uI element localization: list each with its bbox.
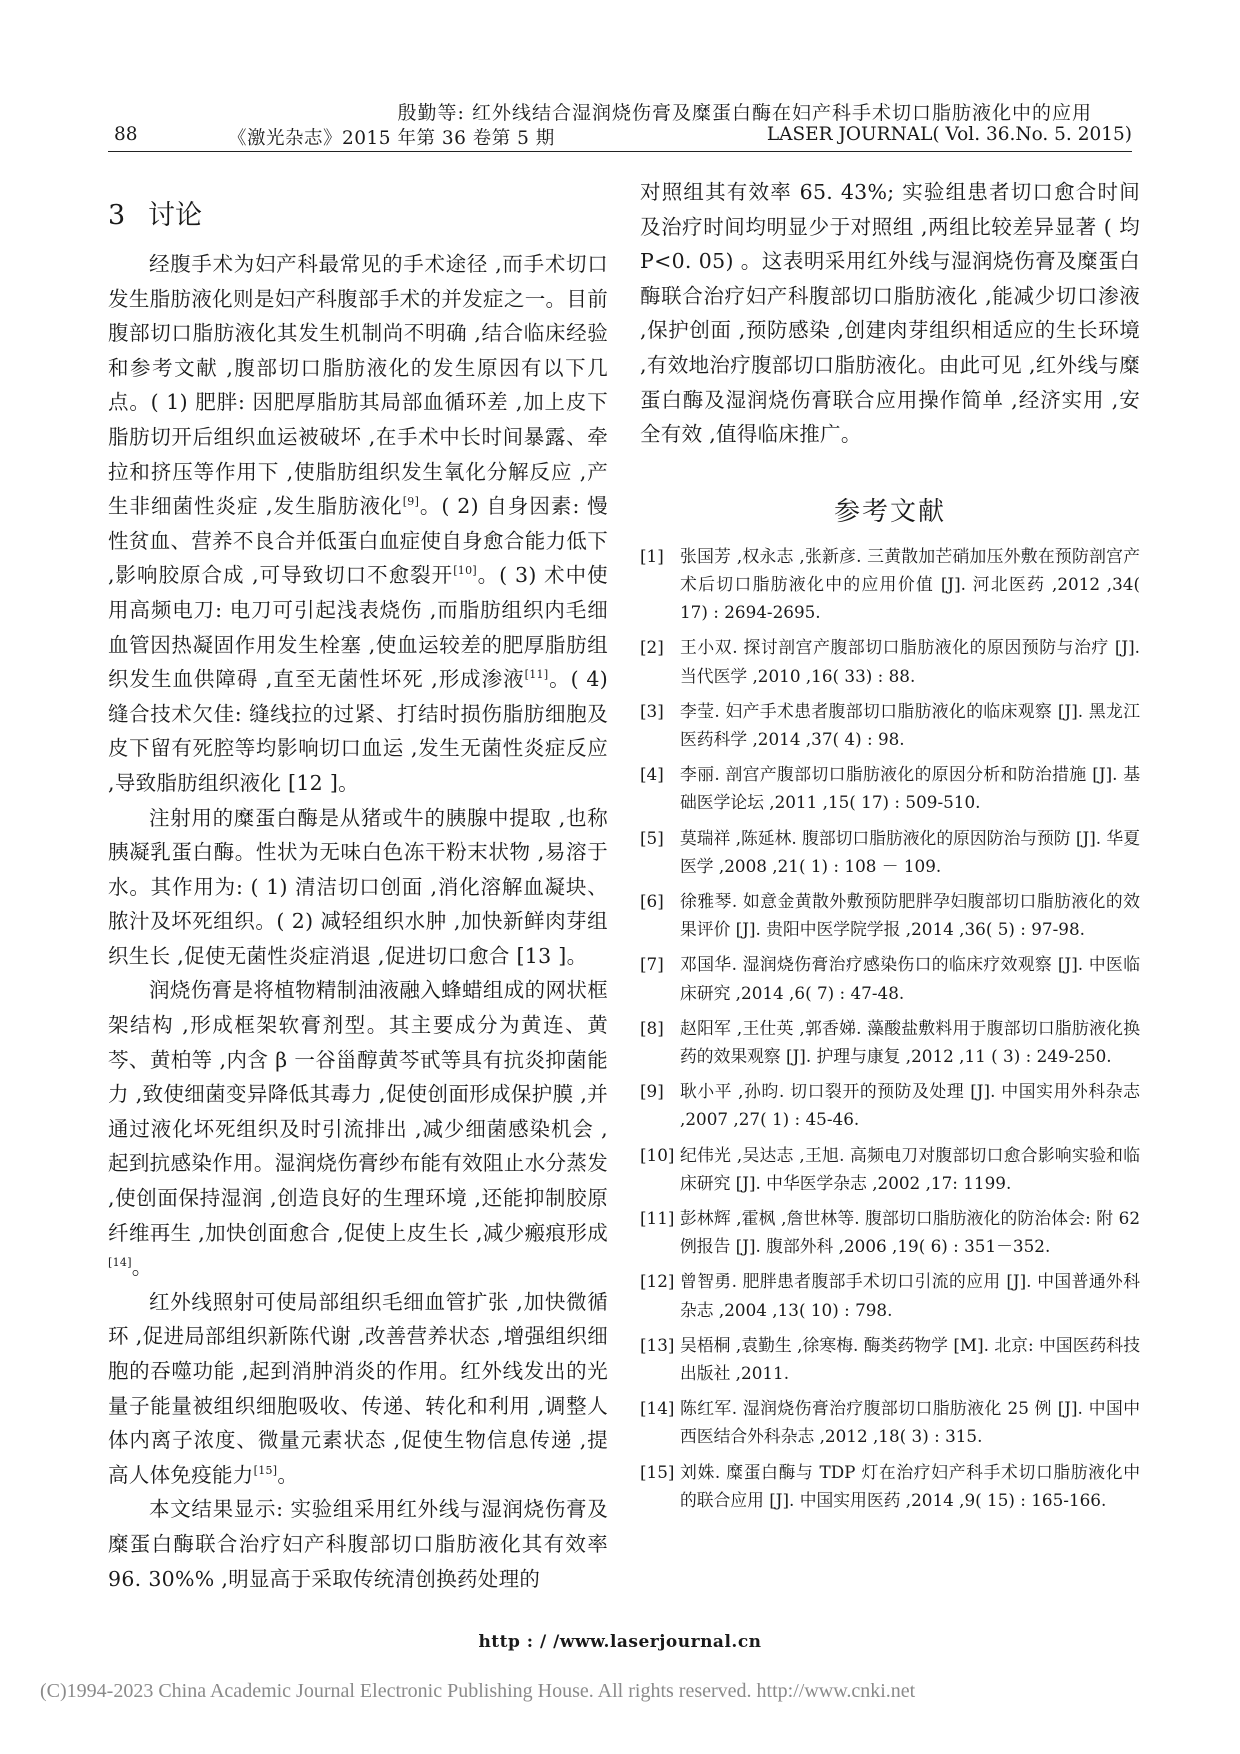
reference-item (640, 1331, 1140, 1387)
reference-number: [4] (640, 764, 664, 785)
reference-number: [5] (640, 827, 664, 848)
references-heading: 参考文献 (833, 496, 946, 527)
body-paragraph: 注射用的糜蛋白酶是从猪或牛的胰腺中提取 ,也称胰凝乳蛋白酶。性状为无味白色冻干粉末状物 ,易溶于水。其作用为: ( 1) 清洁切口创面 ,消化溶解血凝块、脓汁及坏死组织。( 2) 减轻组织水肿 ,加快新鲜肉芽组织生长 ,促使无菌性炎症消退 ,促进切口愈合 [13 ]。 (108, 805, 608, 968)
body-paragraph: 红外线照射可使局部组织毛细血管扩张 ,加快微循环 ,促进局部组织新陈代谢 ,改善营养状态 ,增强组织细胞的吞噬功能 ,起到消肿消炎的作用。红外线发出的光量子能量被组织细胞吸收、传递、转化和利用 ,调整人体内离子浓度、微量元素状态 ,促使生物信息传递 ,提高人体免疫能力[15]。 (108, 1289, 608, 1487)
journal-name: 《激光杂志》2015 年第 36 卷第 5 期 (228, 128, 555, 149)
reference-text: 赵阳军 ,王仕英 ,郭香娣. 藻酸盐敷料用于腹部切口脂肪液化换药的效果观察 [J]. 护理与康复 ,2012 ,11 ( 3) : 249-250. (680, 1017, 1140, 1066)
footer-url: http : / /www.laserjournal.cn (478, 1632, 762, 1652)
citation: [14] (108, 1256, 132, 1270)
journal-english: LASER JOURNAL( Vol. 36.No. 5. 2015) (766, 124, 1132, 145)
reference-text: 徐雅琴. 如意金黄散外敷预防肥胖孕妇腹部切口脂肪液化的效果评价 [J]. 贵阳中医学院学报 ,2014 ,36( 5) : 97-98. (680, 890, 1140, 940)
reference-item (640, 1141, 1140, 1197)
citation: [10] (453, 564, 477, 578)
reference-item (640, 1458, 1140, 1514)
body-paragraph: 润烧伤膏是将植物精制油液融入蜂蜡组成的网状框架结构 ,形成框架软膏剂型。其主要成分为黄连、黄芩、黄柏等 ,内含 β 一谷甾醇黄芩甙等具有抗炎抑菌能力 ,致使细菌变异降低其毒力 ,促使创面形成保护膜 ,并通过液化坏死组织及时引流排出 ,减少细菌感染机会 ,起到抗感染作用。湿润烧伤膏纱布能有效阻止水分蒸发 ,使创面保持湿润 ,创造良好的生理环境 ,还能抑制胶原纤维再生 ,加快创面愈合 ,促使上皮生长 ,减少瘢痕形成[14]。 (108, 978, 608, 1280)
reference-item (640, 1014, 1140, 1070)
reference-text: 邓国华. 湿润烧伤膏治疗感染伤口的临床疗效观察 [J]. 中医临床研究 ,2014 ,6( 7) : 47-48. (680, 954, 1140, 1003)
reference-list (640, 542, 1140, 1514)
citation: [11] (524, 668, 549, 682)
reference-text: 李丽. 剖宫产腹部切口脂肪液化的原因分析和防治措施 [J]. 基础医学论坛 ,2011 ,15( 17) : 509-510. (680, 764, 1140, 813)
reference-number: [14] (640, 1398, 675, 1419)
reference-text: 王小双. 探讨剖宫产腹部切口脂肪液化的原因预防与治疗 [J]. 当代医学 ,2010 ,16( 33) : 88. (680, 637, 1140, 686)
citation: [15] (253, 1463, 278, 1477)
reference-number: [9] (640, 1081, 664, 1102)
page-number: 88 (114, 124, 138, 145)
reference-number: [7] (640, 954, 664, 975)
reference-text: 陈红军. 湿润烧伤膏治疗腹部切口脂肪液化 25 例 [J]. 中国中西医结合外科杂志 ,2012 ,18( 3) : 315. (680, 1398, 1140, 1447)
section-title: 讨论 (148, 200, 202, 231)
reference-text: 彭林辉 ,霍枫 ,詹世林等. 腹部切口脂肪液化的防治体会: 附 62 例报告 [J]. 腹部外科 ,2006 ,19( 6) : 351－352. (680, 1208, 1140, 1257)
reference-text: 吴梧桐 ,袁勤生 ,徐寒梅. 酶类药物学 [M]. 北京: 中国医药科技出版社 ,2011. (680, 1334, 1140, 1384)
reference-item (640, 697, 1140, 753)
copyright-notice: (C)1994-2023 China Academic Journal Electronic Publishing House. All rights reserved. http://www.cnki.net (40, 1680, 916, 1702)
reference-number: [3] (640, 700, 664, 721)
reference-text: 耿小平 ,孙昀. 切口裂开的预防及处理 [J]. 中国实用外科杂志 ,2007 ,27( 1) : 45-46. (680, 1081, 1140, 1130)
reference-number: [10] (640, 1144, 675, 1165)
reference-number: [8] (640, 1017, 664, 1038)
body-paragraph: 经腹手术为妇产科最常见的手术途径 ,而手术切口发生脂肪液化则是妇产科腹部手术的并发症之一。目前腹部切口脂肪液化其发生机制尚不明确 ,结合临床经验和参考文献 ,腹部切口脂肪液化的发生原因有以下几点。( 1) 肥胖: 因肥厚脂肪其局部血循环差 ,加上皮下脂肪切开后组织血运被破坏 ,在手术中长时间暴露、牵拉和挤压等作用下 ,使脂肪组织发生氧化分解反应 ,产生非细菌性炎症 ,发生脂肪液化[9]。( 2) 自身因素: 慢性贫血、营养不良合并低蛋白血症使自身愈合能力低下 ,影响胶原合成 ,可导致切口不愈裂开[10]。( 3) 术中使用高频电刀: 电刀可引起浅表烧伤 ,而脂肪组织内毛细血管因热凝固作用发生栓塞 ,使血运较差的肥厚脂肪组织发生血供障碍 ,直至无菌性坏死 ,形成渗液[11]。( 4) 缝合技术欠佳: 缝线拉的过紧、打结时损伤脂肪细胞及皮下留有死腔等均影响切口血运 ,发生无菌性炎症反应 ,导致脂肪组织液化 [12 ]。 (108, 252, 608, 795)
citation: [9] (402, 495, 420, 509)
reference-item (640, 633, 1140, 689)
reference-text: 莫瑞祥 ,陈延林. 腹部切口脂肪液化的原因防治与预防 [J]. 华夏医学 ,2008 ,21( 1) : 108 － 109. (680, 827, 1140, 876)
body-paragraph: 对照组其有效率 65. 43%; 实验组患者切口愈合时间及治疗时间均明显少于对照组 ,两组比较差异显著 ( 均 P<0. 05) 。这表明采用红外线与湿润烧伤膏及糜蛋白酶联合治疗妇产科腹部切口脂肪液化 ,能减少切口渗液 ,保护创面 ,预防感染 ,创建肉芽组织相适应的生长环境 ,有效地治疗腹部切口脂肪液化。由此可见 ,红外线与糜蛋白酶及湿润烧伤膏联合应用操作简单 ,经济实用 ,安全有效 ,值得临床推广。 (640, 180, 1140, 447)
reference-item (640, 1204, 1140, 1260)
section-number: 3 (108, 200, 126, 231)
reference-item (640, 1267, 1140, 1323)
reference-text: 刘姝. 糜蛋白酶与 TDP 灯在治疗妇产科手术切口脂肪液化中的联合应用 [J]. 中国实用医药 ,2014 ,9( 15) : 165-166. (680, 1461, 1140, 1510)
reference-text: 李莹. 妇产手术患者腹部切口脂肪液化的临床观察 [J]. 黑龙江医药科学 ,2014 ,37( 4) : 98. (680, 700, 1140, 749)
reference-item (640, 950, 1140, 1006)
reference-number: [6] (640, 890, 664, 911)
header-rule (108, 151, 1132, 152)
reference-text: 张国芳 ,权永志 ,张新彦. 三黄散加芒硝加压外敷在预防剖宫产术后切口脂肪液化中的应用价值 [J]. 河北医药 ,2012 ,34( 17) : 2694-2695. (680, 545, 1140, 623)
running-header (108, 98, 1132, 150)
reference-item (640, 542, 1140, 627)
reference-item (640, 887, 1140, 943)
reference-number: [11] (640, 1208, 675, 1229)
reference-item (640, 1394, 1140, 1450)
reference-number: [12] (640, 1271, 675, 1292)
section-heading (108, 193, 608, 229)
reference-text: 纪伟光 ,吴达志 ,王旭. 高频电刀对腹部切口愈合影响实验和临床研究 [J]. 中华医学杂志 ,2002 ,17: 1199. (680, 1144, 1140, 1193)
reference-number: [1] (640, 545, 664, 566)
reference-item (640, 824, 1140, 880)
reference-number: [15] (640, 1461, 675, 1482)
reference-item (640, 760, 1140, 816)
body-paragraph: 本文结果显示: 实验组采用红外线与湿润烧伤膏及糜蛋白酶联合治疗妇产科腹部切口脂肪液化其有效率 96. 30%% ,明显高于采取传统清创换药处理的 (108, 1497, 608, 1591)
reference-number: [2] (640, 637, 664, 658)
reference-item (640, 1077, 1140, 1133)
reference-text: 曾智勇. 肥胖患者腹部手术切口引流的应用 [J]. 中国普通外科杂志 ,2004 ,13( 10) : 798. (680, 1271, 1140, 1320)
reference-number: [13] (640, 1334, 675, 1355)
left-column (108, 175, 608, 1596)
header-article-title: 殷勤等: 红外线结合湿润烧伤膏及糜蛋白酶在妇产科手术切口脂肪液化中的应用 (397, 102, 1092, 124)
right-column (640, 175, 1140, 1521)
